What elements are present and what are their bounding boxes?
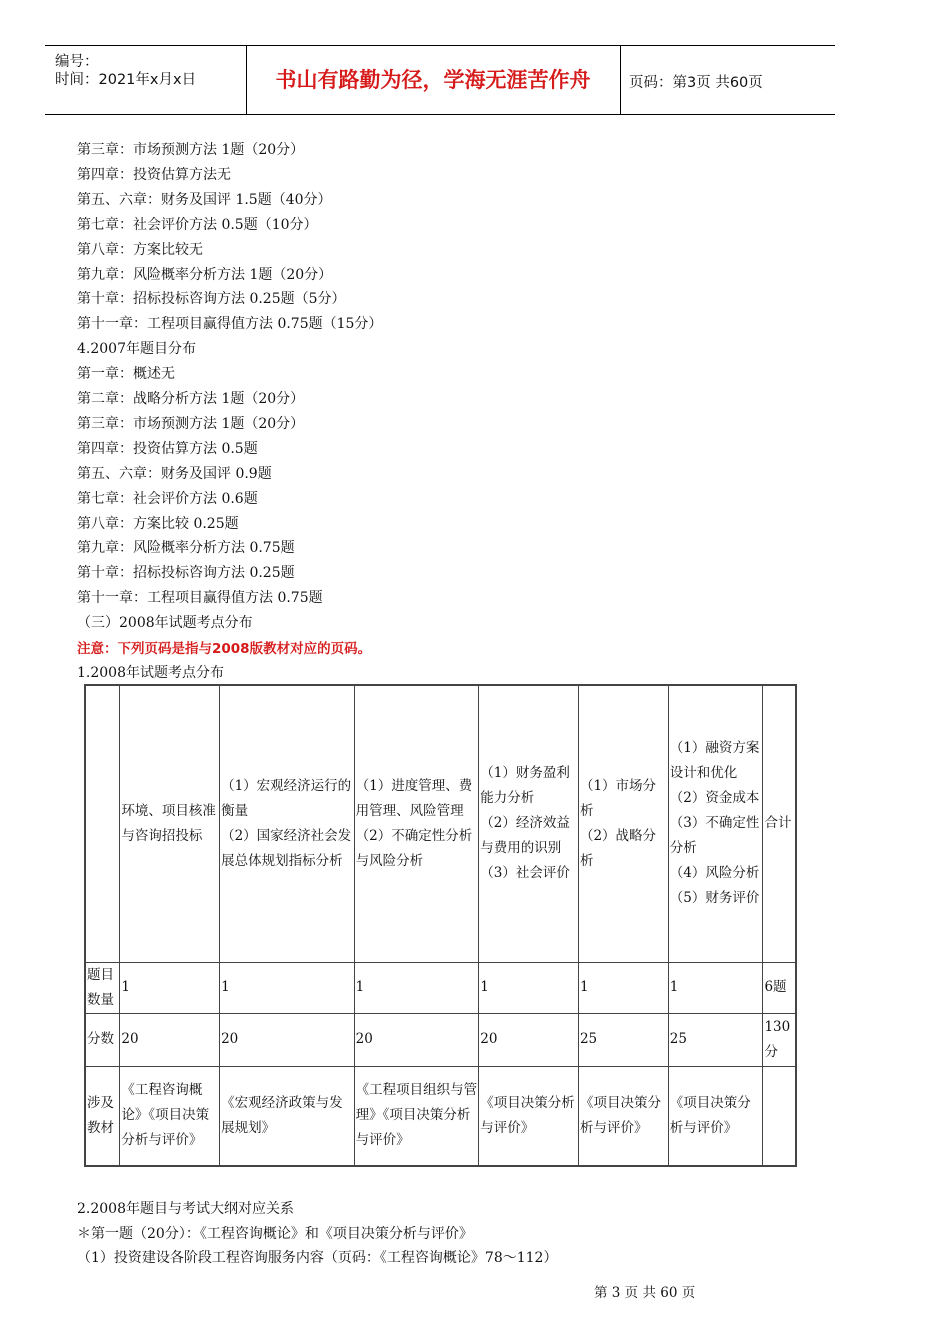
text-line: 第七章：社会评价方法 0.5题（10分） <box>77 216 318 233</box>
text-line: 第八章：方案比较 0.25题 <box>77 515 239 532</box>
table-header-cell <box>85 685 120 962</box>
text-line: （1）投资建设各阶段工程咨询服务内容（页码：《工程咨询概论》78～112） <box>77 1250 558 1266</box>
table-cell: 25 <box>578 1013 668 1066</box>
table-cell: 《项目决策分析与评价》 <box>479 1066 579 1166</box>
text-line: 第九章：风险概率分析方法 1题（20分） <box>77 266 333 283</box>
table-header-cell: 环境、项目核准与咨询招投标 <box>120 685 220 962</box>
text-line: 第四章：投资估算方法 0.5题 <box>77 440 258 457</box>
text-line: 第十一章：工程项目赢得值方法 0.75题 <box>77 590 323 607</box>
text-line: 第三章：市场预测方法 1题（20分） <box>77 142 305 158</box>
table-cell: 20 <box>120 1013 220 1066</box>
table-cell: 20 <box>220 1013 355 1066</box>
table-row <box>85 1066 796 1166</box>
text-line: 第五、六章：财务及国评 0.9题 <box>77 465 272 482</box>
table-title: 1.2008年试题考点分布 <box>77 665 224 681</box>
text-line: 第五、六章：财务及国评 1.5题（40分） <box>77 191 332 208</box>
text-line: 第九章：风险概率分析方法 0.75题 <box>77 540 295 557</box>
text-line: 第三章：市场预测方法 1题（20分） <box>77 415 305 432</box>
table-row <box>85 1013 796 1066</box>
table-cell: 1 <box>120 962 220 1013</box>
page-header <box>45 45 835 115</box>
table-cell: 1 <box>578 962 668 1013</box>
time-label: 时间：2021年x月x日 <box>55 72 197 88</box>
table-header-row <box>85 685 796 962</box>
table-cell <box>763 1066 796 1166</box>
table-header-cell: （1）进度管理、费用管理、风险管理 （2）不确定性分析与风险分析 <box>354 685 479 962</box>
text-line: （三）2008年试题考点分布 <box>77 615 253 632</box>
table-cell: 《工程项目组织与管理》《项目决策分析与评价》 <box>354 1066 479 1166</box>
text-line: 第八章：方案比较无 <box>77 241 203 258</box>
header-divider <box>620 46 621 114</box>
table-header-cell: （1）财务盈利能力分析 （2）经济效益与费用的识别 （3）社会评价 <box>479 685 579 962</box>
text-line: 第十一章：工程项目赢得值方法 0.75题（15分） <box>77 316 383 333</box>
table-cell: 《项目决策分析与评价》 <box>578 1066 668 1166</box>
number-label: 编号： <box>55 54 99 70</box>
table-cell: 20 <box>354 1013 479 1066</box>
table-row <box>85 962 796 1013</box>
text-line: 第一章：概述无 <box>77 366 175 383</box>
table-cell: 1 <box>220 962 355 1013</box>
table-cell: 题目数量 <box>85 962 120 1013</box>
text-line: 第四章：投资估算方法无 <box>77 166 231 183</box>
table-cell: 1 <box>354 962 479 1013</box>
text-line: 第十章：招标投标咨询方法 0.25题 <box>77 565 295 582</box>
table-cell: 6题 <box>763 962 796 1013</box>
table-cell: 《宏观经济政策与发展规划》 <box>220 1066 355 1166</box>
table-header-cell: （1）宏观经济运行的衡量 （2）国家经济社会发展总体规划指标分析 <box>220 685 355 962</box>
header-motto: 书山有路勤为径，学海无涯苦作舟 <box>275 68 591 92</box>
text-line: 4.2007年题目分布 <box>77 341 196 358</box>
table-cell: 20 <box>479 1013 579 1066</box>
text-line: 第十章：招标投标咨询方法 0.25题（5分） <box>77 291 346 308</box>
table-cell: 分数 <box>85 1013 120 1066</box>
table-cell: 涉及教材 <box>85 1066 120 1166</box>
page-footer: 第 3 页 共 60 页 <box>594 1285 696 1301</box>
table-cell: 1 <box>668 962 763 1013</box>
header-page-number: 页码：第3页 共60页 <box>629 75 763 91</box>
text-line: ＊第一题（20分）：《工程咨询概论》和《项目决策分析与评价》 <box>77 1225 473 1242</box>
table-cell: 1 <box>479 962 579 1013</box>
header-meta <box>45 46 245 114</box>
table-cell: 《项目决策分析与评价》 <box>668 1066 763 1166</box>
table-cell: 《工程咨询概论》《项目决策分析与评价》 <box>120 1066 220 1166</box>
note-text: 注意：下列页码是指与2008版教材对应的页码。 <box>77 641 372 657</box>
exam-distribution-table <box>84 684 797 1167</box>
table-header-cell: （1）融资方案设计和优化 （2）资金成本 （3）不确定性分析 （4）风险分析 （5）财务评价 <box>668 685 763 962</box>
table-header-cell: （1）市场分析 （2）战略分析 <box>578 685 668 962</box>
table-header-cell: 合计 <box>763 685 796 962</box>
text-line: 第七章：社会评价方法 0.6题 <box>77 490 258 507</box>
table-cell: 25 <box>668 1013 763 1066</box>
text-line: 2.2008年题目与考试大纲对应关系 <box>77 1201 294 1217</box>
text-line: 第二章：战略分析方法 1题（20分） <box>77 391 305 407</box>
table-cell: 130分 <box>763 1013 796 1066</box>
